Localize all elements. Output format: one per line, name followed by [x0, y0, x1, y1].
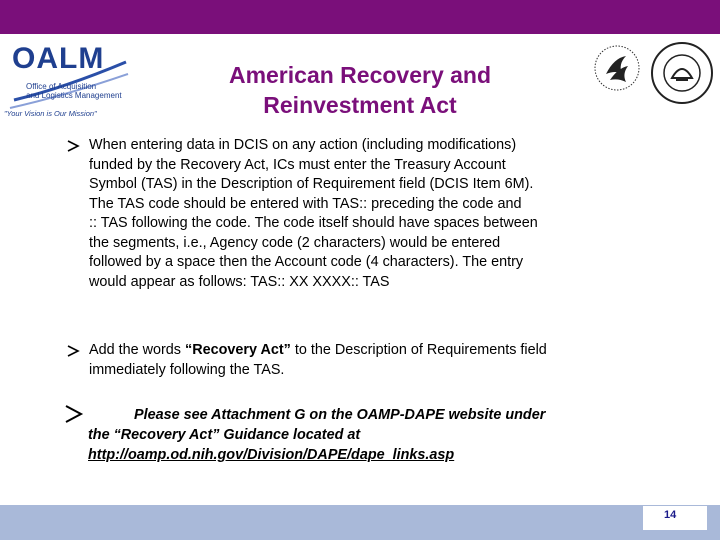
hhs-seal-icon	[592, 44, 642, 92]
footer-bar	[0, 505, 720, 540]
oalm-logo-tagline: "Your Vision is Our Mission"	[4, 109, 97, 118]
nih-seal-icon	[650, 40, 714, 106]
bullet-attachment-g	[88, 405, 698, 465]
bullet-text: to the Description of Requirements field	[290, 342, 547, 358]
bullet-line: The TAS code should be entered with TAS:: preceding the code and	[89, 195, 522, 212]
bullet-line: Symbol (TAS) in the Description of Requirement field (DCIS Item 6M).	[89, 176, 534, 192]
bullet-line: the segments, i.e., Agency code (2 characters) would be entered	[89, 234, 501, 251]
oalm-logo-subtitle	[26, 82, 122, 100]
arrow-bullet-icon	[66, 139, 80, 153]
bullet-recovery-act-words	[89, 341, 689, 380]
header-bar	[0, 0, 720, 34]
bullet-bold-text: “Recovery Act”	[185, 342, 291, 358]
bullet-line: immediately following the TAS.	[89, 361, 285, 378]
bullet-line: When entering data in DCIS on any action (including modifications)	[89, 137, 517, 153]
page-title	[150, 60, 570, 120]
page-title-line1: American Recovery and	[228, 62, 492, 88]
oalm-logo-text: OALM	[12, 42, 105, 75]
bullet-line: the “Recovery Act” Guidance located at	[88, 427, 361, 443]
arrow-bullet-icon	[66, 344, 80, 358]
bullet-line: funded by the Recovery Act, ICs must enter the Treasury Account	[89, 156, 506, 173]
arrow-bullet-icon	[64, 404, 84, 424]
bullet-line: Please see Attachment G on the OAMP-DAPE website under	[134, 407, 546, 423]
page-title-line2: Reinvestment Act	[263, 92, 457, 118]
dape-links-url[interactable]: http://oamp.od.nih.gov/Division/DAPE/dape_links.asp	[88, 447, 455, 463]
oalm-logo-subtitle-line1: Office of Acquisition	[26, 82, 97, 91]
bullet-line: followed by a space then the Account code (4 characters). The entry	[89, 254, 524, 270]
bullet-line	[89, 341, 689, 361]
bullet-tas-instructions	[89, 136, 689, 292]
bullet-line: would appear as follows: TAS:: XX XXXX:: TAS	[89, 273, 390, 290]
oalm-logo-subtitle-line2: and Logistics Management	[26, 91, 122, 100]
page-number: 14	[664, 509, 677, 521]
bullet-text: Add the words	[89, 342, 185, 358]
bullet-line: :: TAS following the code. The code itself should have spaces between	[89, 215, 538, 231]
